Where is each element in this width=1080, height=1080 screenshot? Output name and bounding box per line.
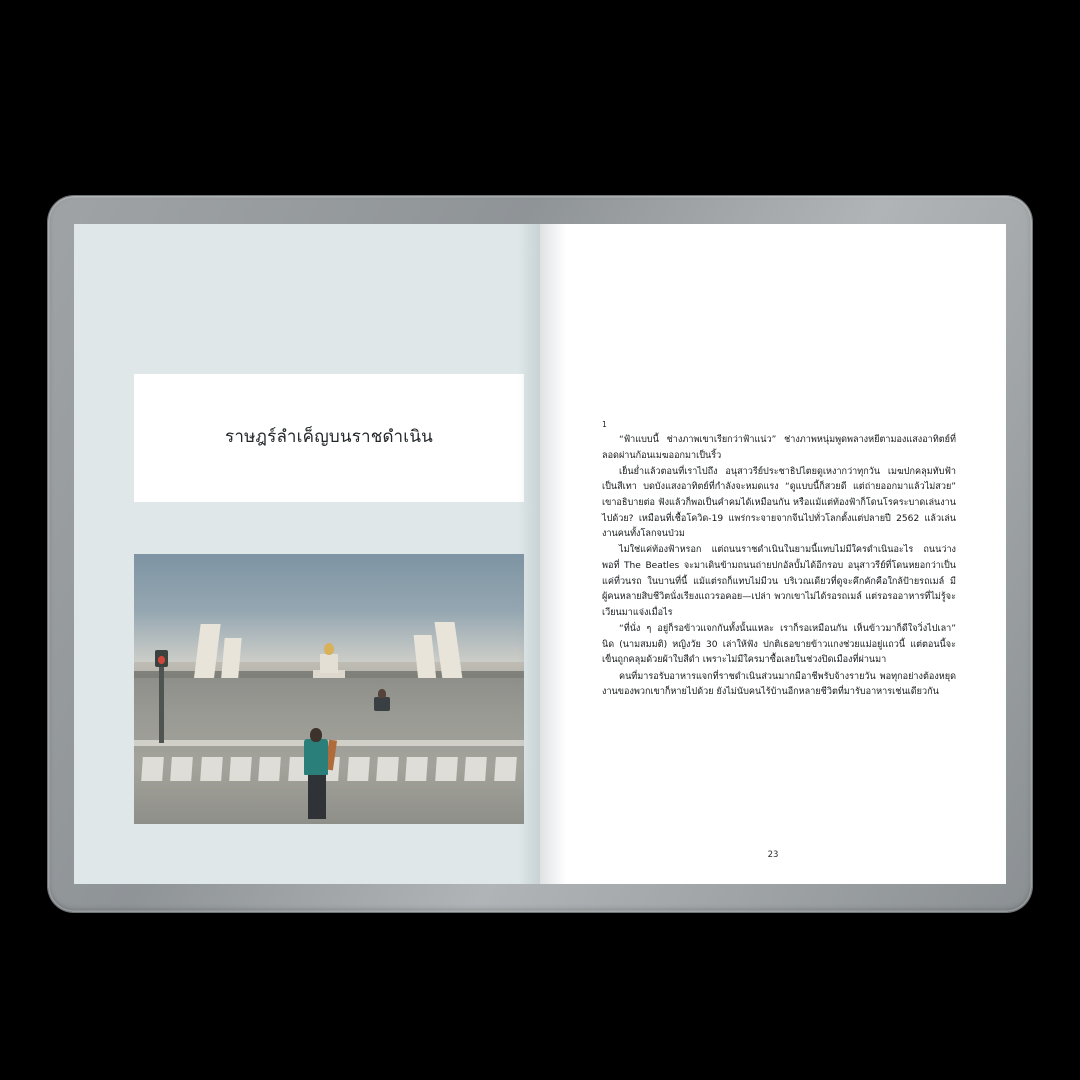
traffic-light-red-lamp: [158, 656, 165, 664]
monument-center-orb: [324, 643, 334, 655]
photo-man-torso: [304, 739, 328, 775]
photo-scooter-rider: [378, 689, 385, 698]
body-paragraph: “ที่นั่ง ๆ อยู่ก็รอข้าวแจกกันทั้งนั้นแหละ เราก็รอเหมือนกัน เห็นข้าวมาก็ดีใจวิ่งไปเลา” นิด (นามสมมติ) หญิงวัย 30 เล่าให้ฟัง ปกติเธอขายข้าวแกงช่วยแม่อยู่แถวนี้ แต่ตอนนี้จะเข็นถูกคลุมด้วยผ้าใบสีดำ เพราะไม่มีใครมาซื้อเลยในช่วงปิดเมืองที่ผ่านมา: [602, 624, 956, 666]
tablet-screen: [74, 224, 1006, 884]
footnote-marker: 1: [602, 420, 607, 429]
page-gutter-shadow-right: [540, 224, 566, 884]
body-paragraph: “ฟ้าแบบนี้ ช่างภาพเขาเรียกว่าฟ้าแน่ว” ช่างภาพหนุ่มพูดพลางหยีตามองแสงอาทิตย์ที่ลอดผ่านก้อนเมฆออกมาเป็นริ้ว: [602, 435, 956, 461]
chapter-title: ราษฎร์ลำเค็ญบนราชดำเนิน: [225, 427, 433, 448]
body-paragraph: คนที่มารอรับอาหารแจกที่ราชดำเนินส่วนมากมีอาชีพรับจ้างรายวัน พอทุกอย่างต้องหยุด งานของพวกเขาก็หายไปด้วย ยังไม่นับคนไร้บ้านอีกหลายชีวิตที่มารับอาหารเช่นเดียวกัน: [602, 671, 956, 698]
body-paragraph: เย็นย่ำแล้วตอนที่เราไปถึง อนุสาวรีย์ประชาธิปไตยดูเหงากว่าทุกวัน เมฆปกคลุมทับฟ้าเป็นสีเทา บดบังแสงอาทิตย์ที่กำลังจะหมดแรง “ดูแบบนี้ก็สวยดี แต่ถ่ายออกมาแล้วไม่สวย” เขาอธิบายต่อ ฟังแล้วก็พอเป็นคำคมได้เหมือนกัน หรือแม้แต่ท้องฟ้าก็โดนโรคระบาดเล่นงานไปด้วย? เหมือนที่เชื้อโควิด-19 แพร่กระจายจากจีนไปทั่วโลกตั้งแต่ปลายปี 2562 แล้วเล่นงานคนทั้งโลกจนป่วม: [602, 466, 956, 540]
photo-scooter: [374, 697, 390, 711]
body-paragraph: ไม่ใช่แค่ท้องฟ้าหรอก แต่ถนนราชดำเนินในยามนี้แทบไม่มีใครดำเนินอะไร ถนนว่างพอที่ The Beatles จะมาเดินข้ามถนนถ่ายปกอัลบั้มได้อีกรอบ อนุสาวรีย์ที่โดนหยอกว่าเป็นแค่ที่วนรถ ในบานที่นี้ แม้แต่รถก็แทบไม่มีวน บริเวณเดียวที่ดูจะคึกคักคือใกล้ป้ายรถเมล์ มีผู้คนหลายสิบชีวิตนั่งเรียงแถวรอคอย—เปล่า พวกเขาไม่ได้รอรถเมล์ แต่รอรออาหารที่ไม่รู้จะเวียนมาแจ่งเมื่อไร: [602, 545, 956, 619]
book-page-left: [74, 224, 540, 884]
page-number: 23: [767, 850, 779, 860]
photo-traffic-pole: [159, 662, 163, 743]
photo-man-legs: [308, 773, 326, 819]
book-spread: [74, 224, 1006, 884]
monument-center-column: [320, 654, 338, 673]
chapter-title-card: [134, 374, 524, 502]
photo-man-head: [310, 728, 322, 742]
chapter-photograph: [134, 554, 524, 824]
book-page-right: [540, 224, 1006, 884]
body-text-column: [602, 420, 956, 701]
tablet-device: [48, 196, 1032, 912]
